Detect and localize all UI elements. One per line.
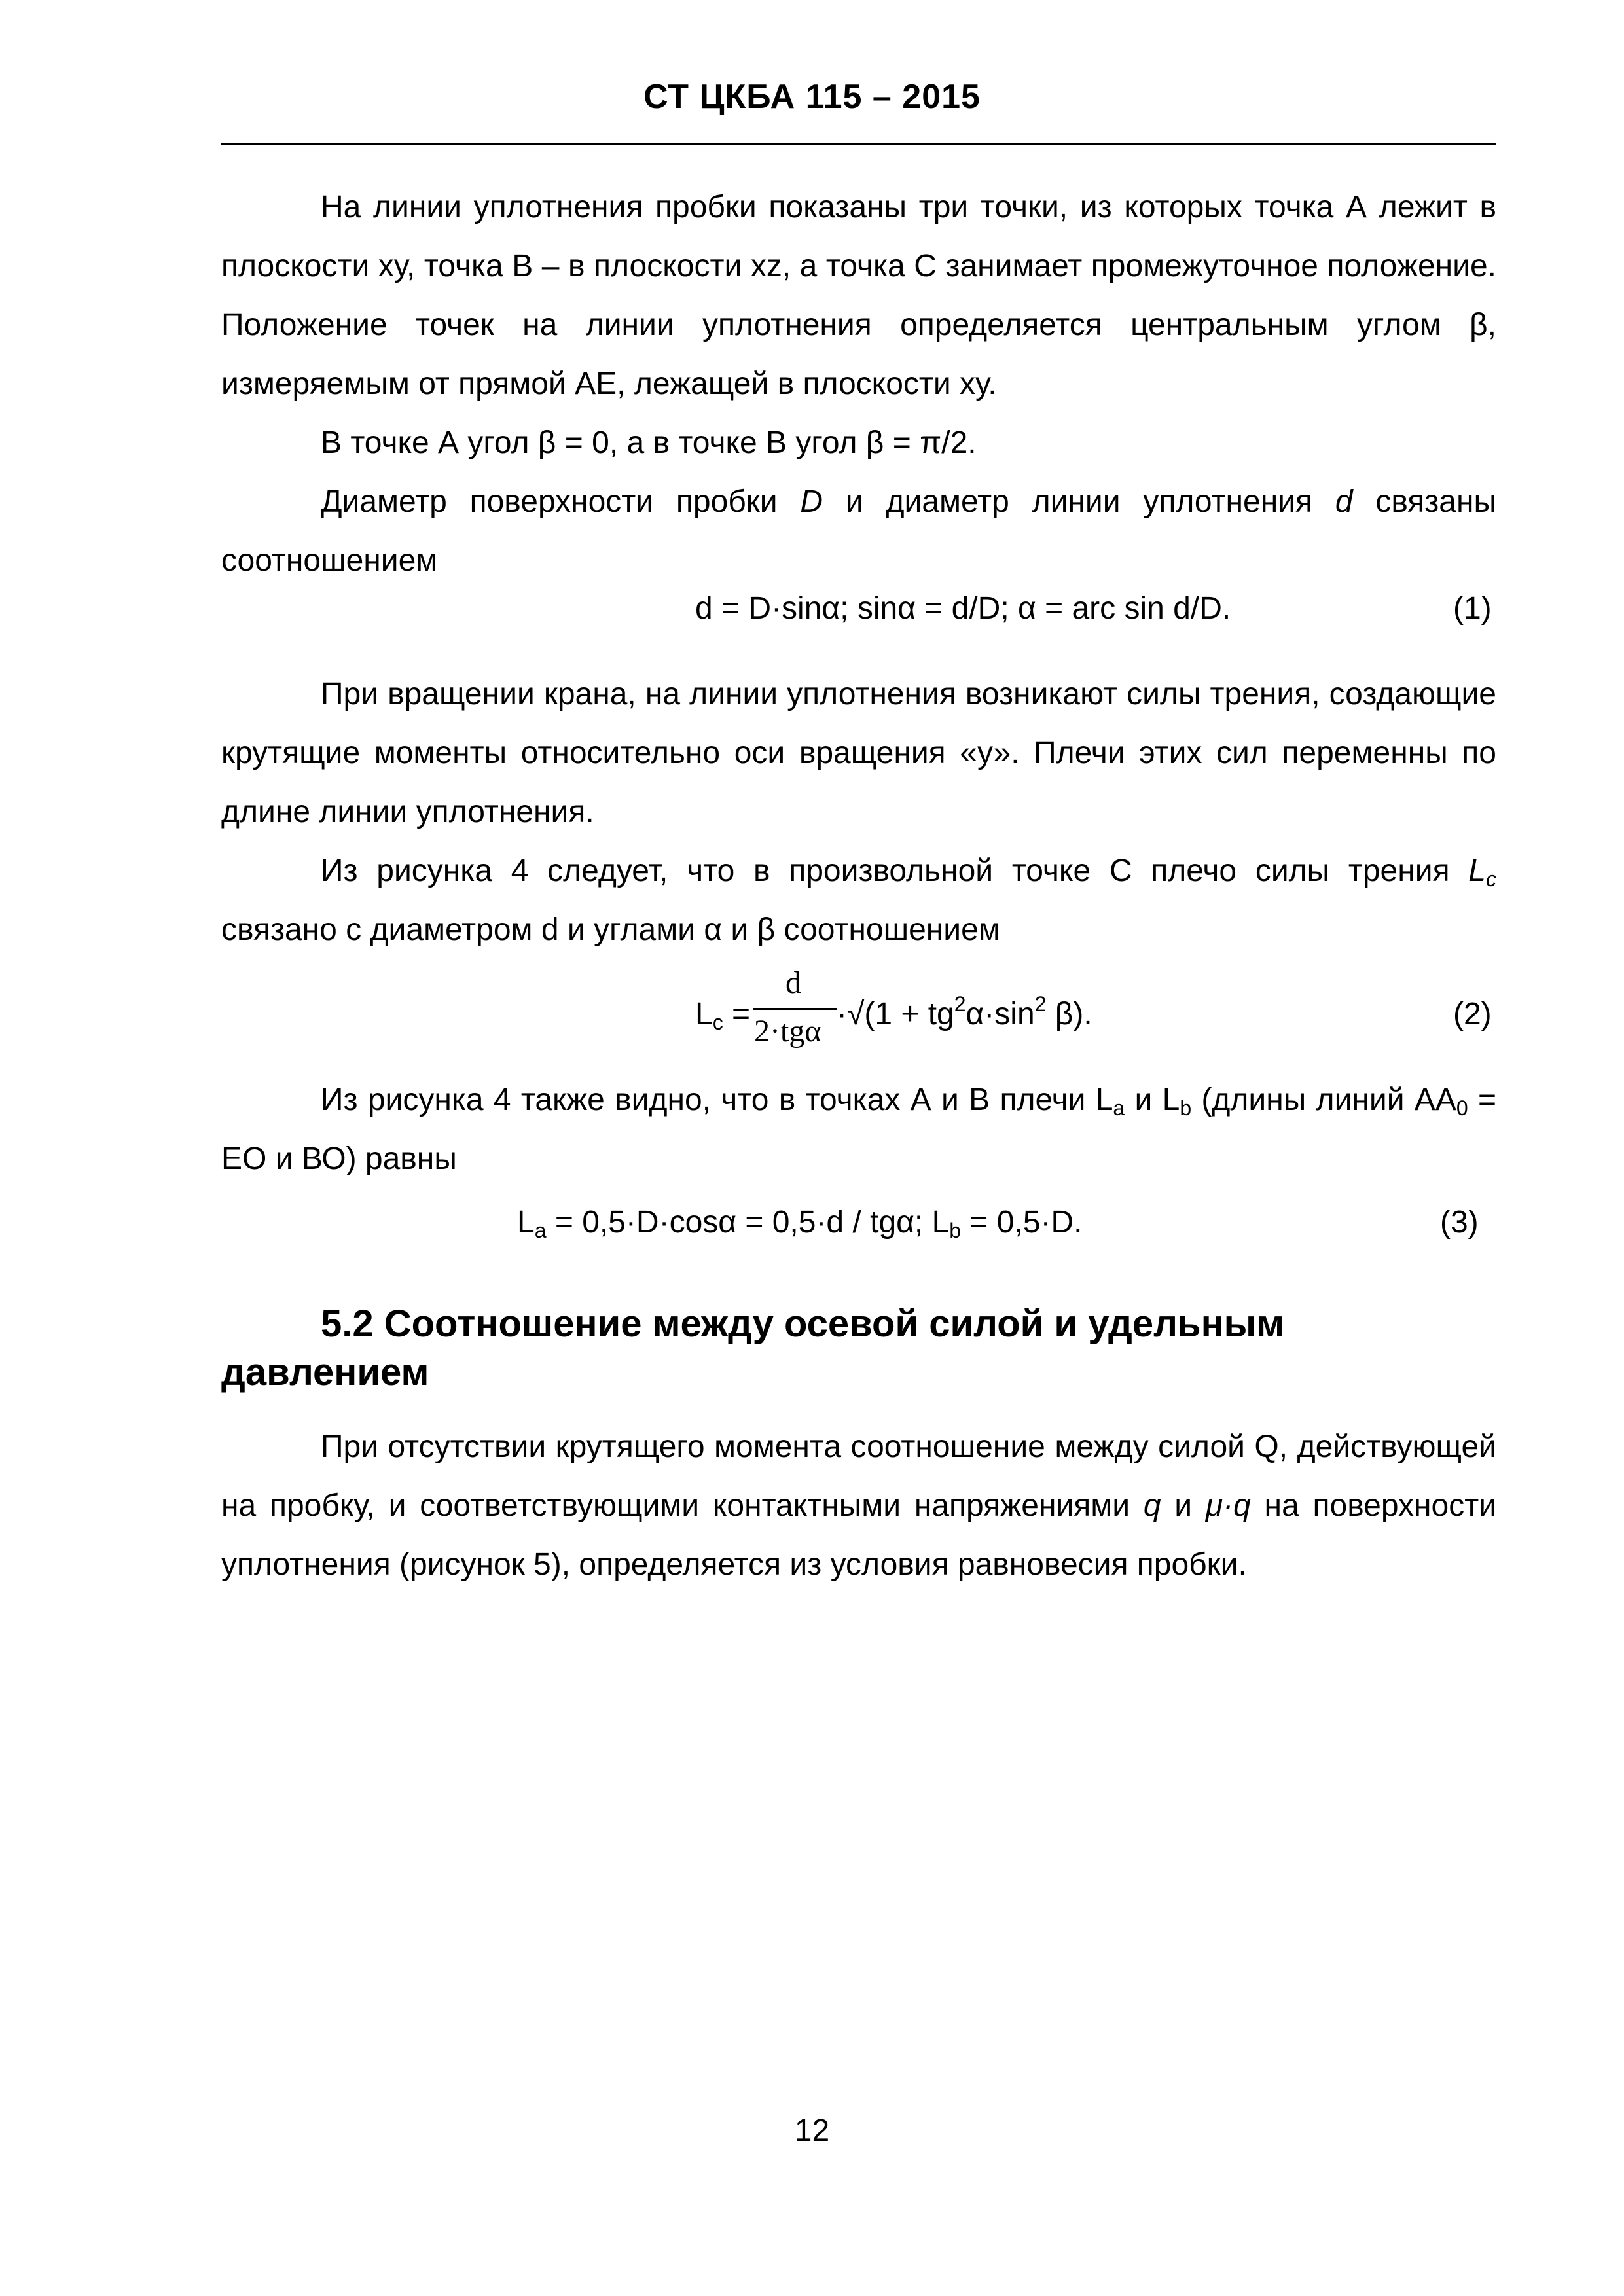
header-divider [221, 143, 1496, 145]
equation-2-lhs: $L_c$ = [695, 997, 751, 1034]
paragraph-5-text-b: связано с диаметром d и углами α и β соотношением [221, 912, 1000, 947]
equation-2-numerator: d [785, 965, 801, 1000]
equation-2-fraction-bar [753, 1008, 837, 1010]
equation-3: $L_a = 0,5\cdot D\cdot\cos\alpha = 0,5\cdot d / tg\alpha$; $L_b = 0,5\cdot D$. [517, 1205, 1083, 1242]
section-heading [221, 1300, 1496, 1397]
paragraph-2: В точке А угол β = 0, а в точке В угол β = π/2. [321, 425, 977, 460]
paragraph-1: На линии уплотнения пробки показаны три точки, из которых точка А лежит в плоскости ху, точка В – в плоскости хz, а точка С занимает промежуточное положение. Положение точек на линии уплотнения определяется центральным углом β, измеряемым от прямой АЕ, лежащей в плоскости ху. [221, 190, 1496, 401]
symbol-q: q [1143, 1488, 1161, 1523]
page-number: 12 [794, 2113, 830, 2148]
equation-2-number: (2) [1453, 997, 1492, 1031]
equation-3-number: (3) [1440, 1205, 1479, 1240]
paragraph-4: При вращении крана, на линии уплотнения возникают силы трения, создающие крутящие моменты относительно оси вращения «у». Плечи этих сил переменны по длине линии уплотнения. [221, 677, 1496, 829]
symbol-mu-q: μ·q [1205, 1488, 1251, 1523]
paragraph-7: При отсутствии крутящего момента соотношение между силой Q, действующей на пробку, и соответствующими контактными напряжениями q и μ·q на поверхности уплотнения (рисунок 5), определяется из условия равновесия пробки. [221, 1429, 1496, 1582]
document-header: СТ ЦКБА 115 – 2015 [643, 78, 981, 116]
equation-2-rhs: $\cdot√(1 + tg^2\alpha\cdot\sin^2$ β). [837, 992, 1092, 1031]
equation-1: d = D·sinα; sinα = d/D; α = arc sin d/D. [695, 591, 1231, 626]
paragraph-5-text-a: Из рисунка 4 следует, что в произвольной точке С плечо силы трения [321, 853, 1469, 888]
paragraph-3-text-a: Диаметр поверхности пробки [321, 484, 801, 519]
equation-2-denominator: 2·tgα [754, 1014, 821, 1049]
symbol-d: d [1335, 484, 1353, 519]
paragraph-5 [221, 842, 1496, 960]
paragraph-6: Из рисунка 4 также видно, что в точках А и В плечи $L_a$ и $L_b$ (длины линий $АА_0$ = ЕО и ВО) равны [221, 1083, 1496, 1176]
section-heading-line-1: 5.2 Соотношение между осевой силой и удельным [321, 1302, 1285, 1345]
section-heading-line-2: давлением [221, 1351, 429, 1393]
symbol-Lc: $L_c$ [1468, 853, 1496, 891]
paragraph-3-text-b: и диаметр линии уплотнения [823, 484, 1335, 519]
paragraph-3 [221, 473, 1496, 590]
paragraph-3-text-c: связаны соотношением [221, 484, 1497, 578]
symbol-D: D [800, 484, 823, 519]
equation-1-number: (1) [1453, 591, 1492, 626]
